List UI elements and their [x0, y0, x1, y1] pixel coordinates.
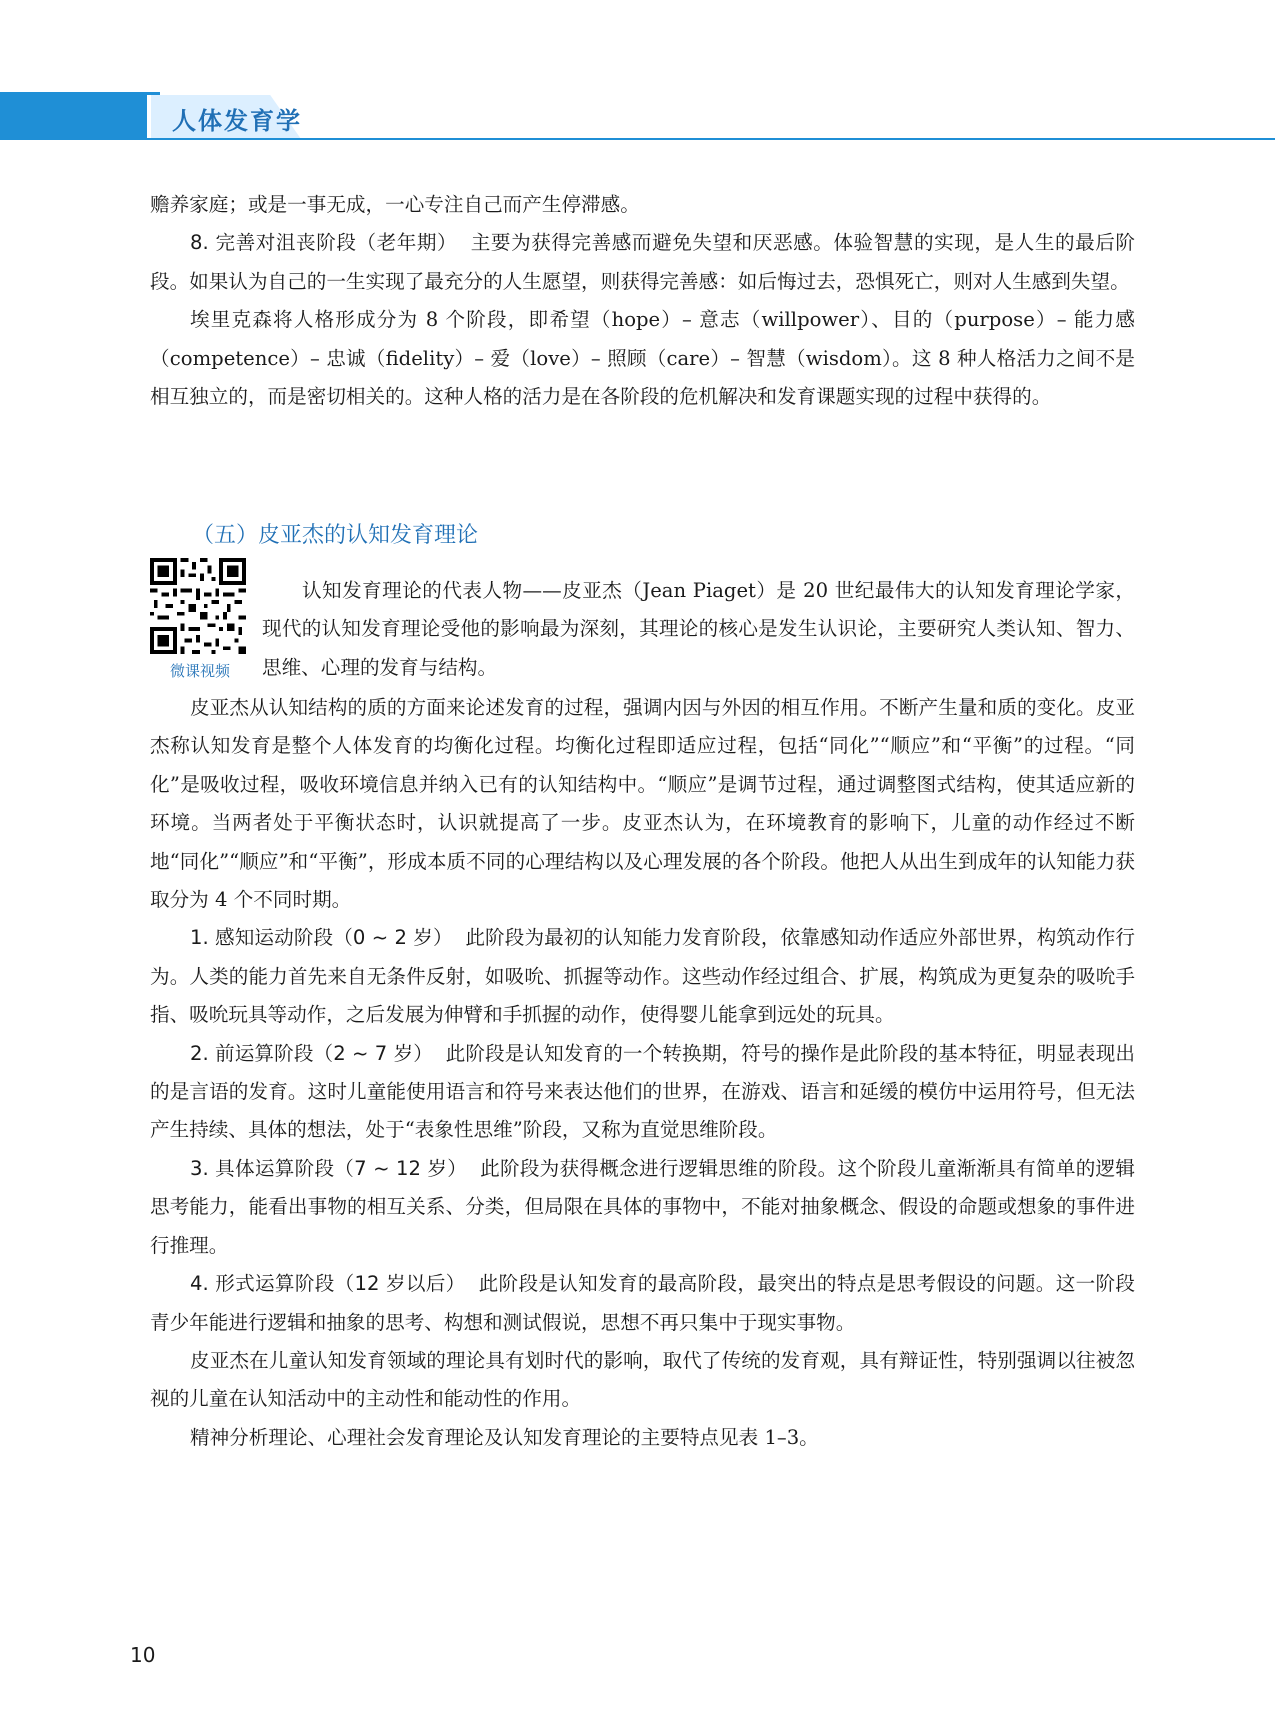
- running-header-title: 人体发育学: [172, 107, 302, 135]
- stage-heading: 4. 形式运算阶段（12 岁以后）: [190, 1272, 466, 1296]
- stage-heading: 8. 完善对沮丧阶段（老年期）: [190, 231, 458, 255]
- qr-side-text: [262, 572, 1135, 687]
- stage-heading: 1. 感知运动阶段（0 ~ 2 岁）: [190, 926, 453, 950]
- paragraph: 认知发育理论的代表人物——皮亚杰（Jean Piaget）是 20 世纪最伟大的认知发育理论学家，现代的认知发育理论受他的影响最为深刻，其理论的核心是发生认识论，主要研究人类认知、智力、思维、心理的发育与结构。: [262, 579, 1135, 679]
- paragraph: [150, 1265, 1135, 1342]
- paragraph: [150, 1150, 1135, 1265]
- paragraph: [150, 1035, 1135, 1150]
- paragraph-body: 此阶段是认知发育的一个转换期，符号的操作是此阶段的基本特征，明显表现出的是言语的发育。这时儿童能使用语言和符号来表达他们的世界，在游戏、语言和延缓的模仿中运用符号，但无法产生持续、具体的想法，处于“表象性思维”阶段，又称为直觉思维阶段。: [150, 1041, 1135, 1142]
- qr-caption: 微课视频: [169, 662, 230, 680]
- piaget-text: [150, 689, 1135, 1457]
- paragraph-body: 主要为获得完善感而避免失望和厌恶感。体验智慧的实现，是人生的最后阶段。如果认为自己的一生实现了最充分的人生愿望，则获得完善感：如后悔过去，恐惧死亡，则对人生感到失望。: [150, 231, 1135, 293]
- header-band: [0, 92, 160, 139]
- paragraph-body: 此阶段为获得概念进行逻辑思维的阶段。这个阶段儿童渐渐具有简单的逻辑思考能力，能看出事物的相互关系、分类，但局限在具体的事物中，不能对抽象概念、假设的命题或想象的事件进行推理。: [150, 1156, 1135, 1257]
- paragraph: 赡养家庭；或是一事无成，一心专注自己而产生停滞感。: [150, 193, 640, 216]
- paragraph-body: 此阶段是认知发育的最高阶段，最突出的特点是思考假设的问题。这一阶段青少年能进行逻辑和抽象的思考、构想和测试假说，思想不再只集中于现实事物。: [150, 1272, 1135, 1334]
- paragraph: 精神分析理论、心理社会发育理论及认知发育理论的主要特点见表 1–3。: [190, 1425, 819, 1449]
- stage-heading: 3. 具体运算阶段（7 ~ 12 岁）: [190, 1156, 468, 1180]
- paragraph: [150, 919, 1135, 1034]
- stage-heading: 2. 前运算阶段（2 ~ 7 岁）: [190, 1041, 433, 1065]
- paragraph: [150, 224, 1135, 301]
- paragraph-body: 此阶段为最初的认知能力发育阶段，依靠感知动作适应外部世界，构筑动作行为。人类的能力首先来自无条件反射，如吸吮、抓握等动作。这些动作经过组合、扩展，构筑成为更复杂的吸吮手指、吸吮玩具等动作，之后发展为伸臂和手抓握的动作，使得婴儿能拿到远处的玩具。: [150, 926, 1135, 1027]
- paragraph: 皮亚杰在儿童认知发育领域的理论具有划时代的影响，取代了传统的发育观，具有辩证性，特别强调以往被忽视的儿童在认知活动中的主动性和能动性的作用。: [150, 1348, 1135, 1411]
- paragraph: 埃里克森将人格形成分为 8 个阶段，即希望（hope）– 意志（willpower）、目的（purpose）– 能力感（competence）– 忠诚（fidelity）– 爱（love）– 照顾（care）– 智慧（wisdom）。这 8 种人格活力之间不是相互独立的，而是密切相关的。这种人格的活力是在各阶段的危机解决和发育课题实现的过程中获得的。: [150, 308, 1135, 409]
- header-rule: [0, 138, 1275, 140]
- page-number: 10: [130, 1643, 156, 1667]
- intro-text: [150, 186, 1135, 416]
- section-heading: （五）皮亚杰的认知发育理论: [192, 523, 479, 548]
- qr-code-icon[interactable]: [150, 558, 246, 654]
- paragraph: 皮亚杰从认知结构的质的方面来论述发育的过程，强调内因与外因的相互作用。不断产生量和质的变化。皮亚杰称认知发育是整个人体发育的均衡化过程。均衡化过程即适应过程，包括“同化”“顺应”和“平衡”的过程。“同化”是吸收过程，吸收环境信息并纳入已有的认知结构中。“顺应”是调节过程，通过调整图式结构，使其适应新的环境。当两者处于平衡状态时，认识就提高了一步。皮亚杰认为，在环境教育的影响下，儿童的动作经过不断地“同化”“顺应”和“平衡”，形成本质不同的心理结构以及心理发展的各个阶段。他把人从出生到成年的认知能力获取分为 4 个不同时期。: [150, 696, 1135, 912]
